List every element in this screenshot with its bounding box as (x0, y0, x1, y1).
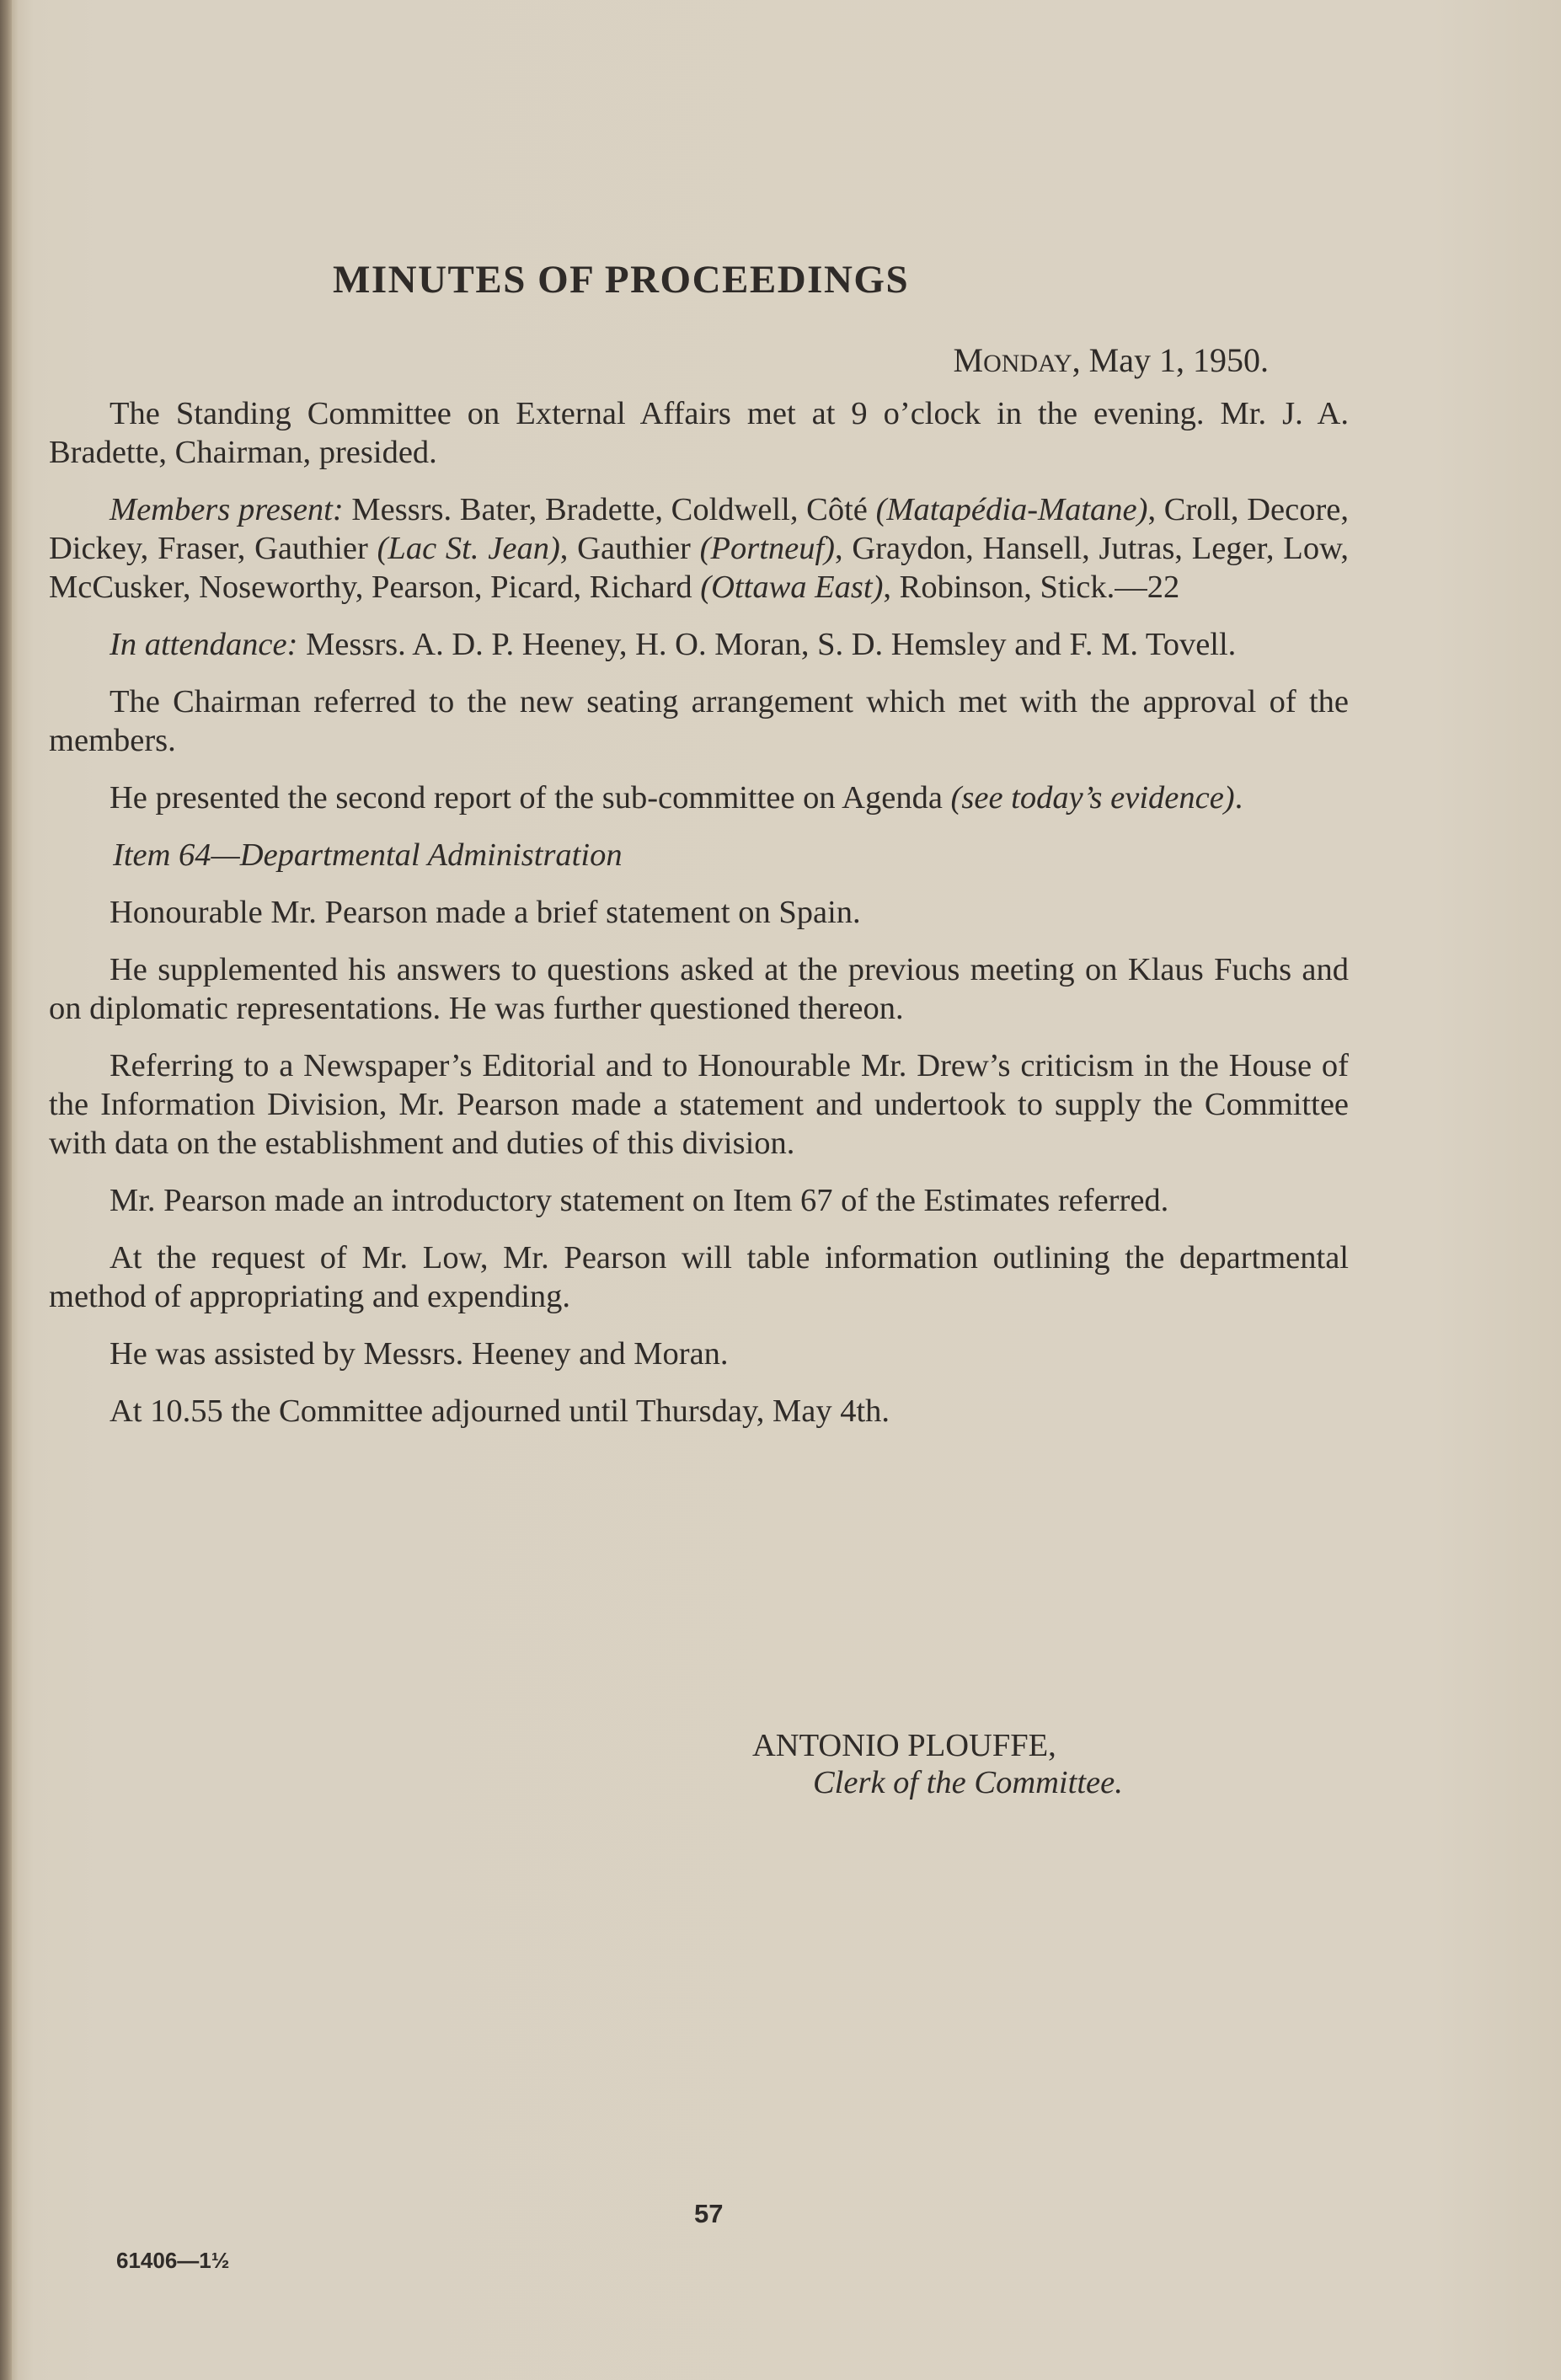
page-title: MINUTES OF PROCEEDINGS (333, 258, 910, 302)
members-present-label: Members present: (110, 492, 344, 527)
paragraph-in-attendance (49, 625, 1349, 664)
book-spine-edge (0, 0, 12, 2380)
minutes-body (49, 394, 1349, 1449)
paragraph-request-mr-low: At the request of Mr. Low, Mr. Pearson will table information outlining the departmental method of appropriating and expending. (49, 1240, 1349, 1314)
riding-name: (Lac St. Jean) (377, 531, 560, 566)
paragraph-subcommittee-report (49, 778, 1349, 817)
attendance-list: Messrs. A. D. P. Heeney, H. O. Moran, S. D. Hemsley and F. M. Tovell. (297, 627, 1237, 662)
paragraph-information-division: Referring to a Newspaper’s Editorial and to Honourable Mr. Drew’s criticism in the House of the Information Division, Mr. Pearson made a statement and undertook to supply the Committee with data on the establishment and duties of this division. (49, 1048, 1349, 1161)
riding-name: (Ottawa East) (700, 570, 884, 605)
paragraph-assisted-by: He was assisted by Messrs. Heeney and Moran. (110, 1336, 729, 1372)
clerk-name: ANTONIO PLOUFFE, (752, 1728, 1056, 1763)
page-number: 57 (694, 2199, 724, 2228)
evidence-reference: (see today’s evidence) (950, 780, 1235, 816)
report-text: He presented the second report of the sub-committee on Agenda (110, 780, 951, 816)
riding-name: (Matapédia-Matane) (875, 492, 1148, 527)
report-text-end: . (1234, 780, 1243, 816)
paragraph-members-present (49, 490, 1349, 607)
date-day-initial: M (953, 341, 984, 379)
members-list-part: , Robinson, Stick.—22 (883, 570, 1180, 605)
item-heading: Item 64—Departmental Administration (113, 837, 623, 873)
date-day-rest: ONDAY (983, 350, 1072, 377)
date-rest: , May 1, 1950. (1072, 341, 1269, 379)
members-list-part: , Croll, Decore, Dickey, Fraser, Gauthier (49, 492, 1349, 566)
clerk-role: Clerk of the Committee. (813, 1765, 1123, 1800)
riding-name: (Portneuf) (699, 531, 835, 566)
signature-block (752, 1727, 1123, 1801)
paragraph-meeting-opened: The Standing Committee on External Affairs met at 9 o’clock in the evening. Mr. J. A. Bradette, Chairman, presided. (49, 396, 1349, 470)
paragraph-supplemented-answers: He supplemented his answers to questions asked at the previous meeting on Klaus Fuchs and on diplomatic representations. He was further questioned thereon. (49, 952, 1349, 1026)
print-code: 61406—1½ (116, 2248, 230, 2273)
members-list-part: , Graydon, Hansell, Jutras, Leger, Low, McCusker, Noseworthy, Pearson, Picard, Richard (49, 531, 1350, 605)
paragraph-adjourned: At 10.55 the Committee adjourned until Thursday, May 4th. (110, 1393, 890, 1429)
paragraph-seating-arrangement: The Chairman referred to the new seating arrangement which met with the approval of the members. (49, 684, 1349, 758)
meeting-date (954, 340, 1269, 380)
members-list-part: , Gauthier (559, 531, 700, 566)
in-attendance-label: In attendance: (110, 627, 298, 662)
paragraph-item-67-statement: Mr. Pearson made an introductory statement on Item 67 of the Estimates referred. (110, 1183, 1169, 1218)
members-list-part: Messrs. Bater, Bradette, Coldwell, Côté (343, 492, 876, 527)
paragraph-statement-spain: Honourable Mr. Pearson made a brief statement on Spain. (110, 895, 861, 930)
